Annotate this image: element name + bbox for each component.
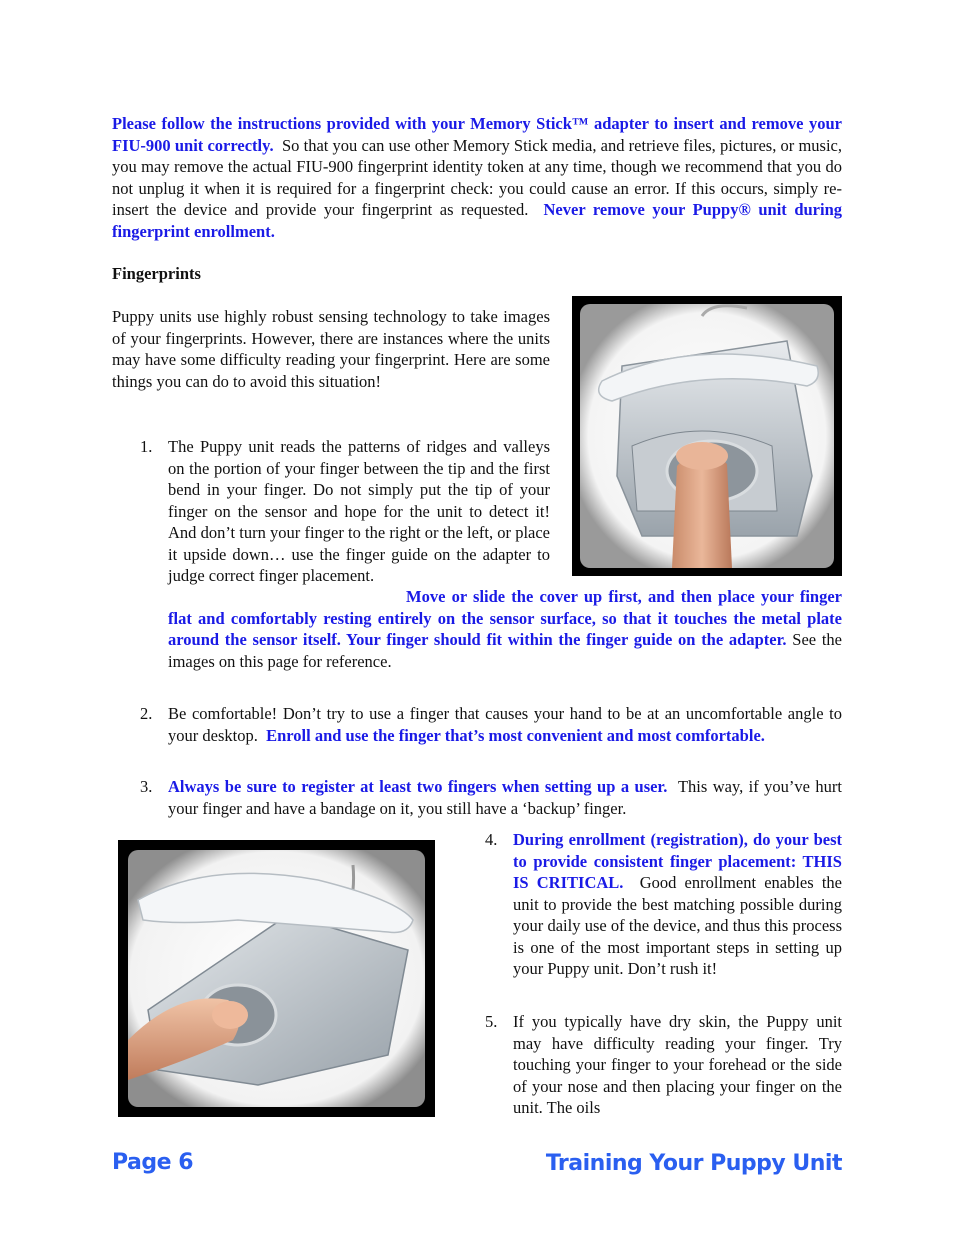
list-item-1-text: The Puppy unit reads the patterns of ridges and valleys on the portion of your finger between the tip and the first bend in your finger. Do not simply put the tip of your finger on the sensor and hope for the unit to detect it! And don’t turn your finger to the right or the left, or place it upside down… use the finger guide on the adapter to judge correct finger placement. — [168, 437, 550, 585]
list-item-1 — [168, 436, 550, 587]
lead-paragraph: Puppy units use highly robust sensing technology to take images of your fingerprints. However, there are instances where the units may have some difficulty reading your fingerprint. Here are some things you can do to avoid this situation! — [112, 307, 550, 391]
list-item-5 — [513, 1011, 842, 1119]
list-number: 5. — [485, 1012, 498, 1031]
intro-paragraph — [112, 113, 842, 242]
page-number: Page 6 — [112, 1150, 194, 1175]
list-number: 4. — [485, 830, 498, 849]
list-item-5-text: If you typically have dry skin, the Puppy unit may have difficulty reading your finger. Try touching your finger to your forehead or the side of your nose and then placing your finger on the unit. The oils — [513, 1012, 842, 1117]
list-item-3-bold: Always be sure to register at least two fingers when setting up a user. — [168, 777, 668, 796]
footer-title: Training Your Puppy Unit — [545, 1151, 842, 1176]
list-item-1-continued — [168, 586, 842, 672]
list-item-3 — [168, 776, 842, 819]
list-item-1-tail: See the images on this page for reference. — [168, 630, 843, 671]
list-item-4-bold: During enrollment (registration), do your best to provide consistent finger placement: THIS IS CRITICAL. — [513, 830, 842, 892]
section-title: Fingerprints — [112, 264, 201, 283]
list-item-1-bold: Move or slide the cover up first, and then place your finger flat and comfortably resting entirely on the sensor surface, so that it touches the metal plate around the sensor itself. Your finger should fit within the finger guide on the adapter. — [168, 587, 842, 649]
intro-body: So that you can use other Memory Stick media, and retrieve files, pictures, or music, you may remove the actual FIU-900 fingerprint identity token at any time, though we recommend that you do not unplug it when it is required for a fingerprint check: you could cause an error. If this occurs, simply re-insert the device and provide your fingerprint as requested. — [112, 135, 842, 219]
list-item-4-text: Good enrollment enables the unit to provide the best matching possible during your daily use of the device, and thus this process is one of the most important steps in setting up your Puppy unit. Don’t rush it! — [513, 873, 842, 978]
list-item-2-bold: Enroll and use the finger that’s most convenient and most comfortable. — [266, 725, 765, 745]
list-number: 3. — [140, 777, 153, 796]
list-number: 1. — [140, 437, 153, 456]
list-number: 2. — [140, 704, 153, 723]
list-item-2-text: Be comfortable! Don’t try to use a finger that causes your hand to be at an uncomfortable angle to your desktop. — [168, 704, 842, 745]
list-item-3-text: This way, if you’ve hurt your finger and have a bandage on it, you still have a ‘backup’ finger. — [168, 777, 842, 818]
list-item-4 — [513, 829, 842, 980]
photo-finger-on-sensor-bottom — [118, 840, 435, 1117]
intro-bold-lead: Please follow the instructions provided with your Memory Stick™ adapter to insert and remove your FIU-900 unit correctly. — [112, 114, 842, 155]
photo-finger-on-sensor-top — [572, 296, 842, 576]
list-item-2 — [168, 703, 842, 746]
intro-bold-tail: Never remove your Puppy® unit during fingerprint enrollment. — [112, 200, 843, 241]
